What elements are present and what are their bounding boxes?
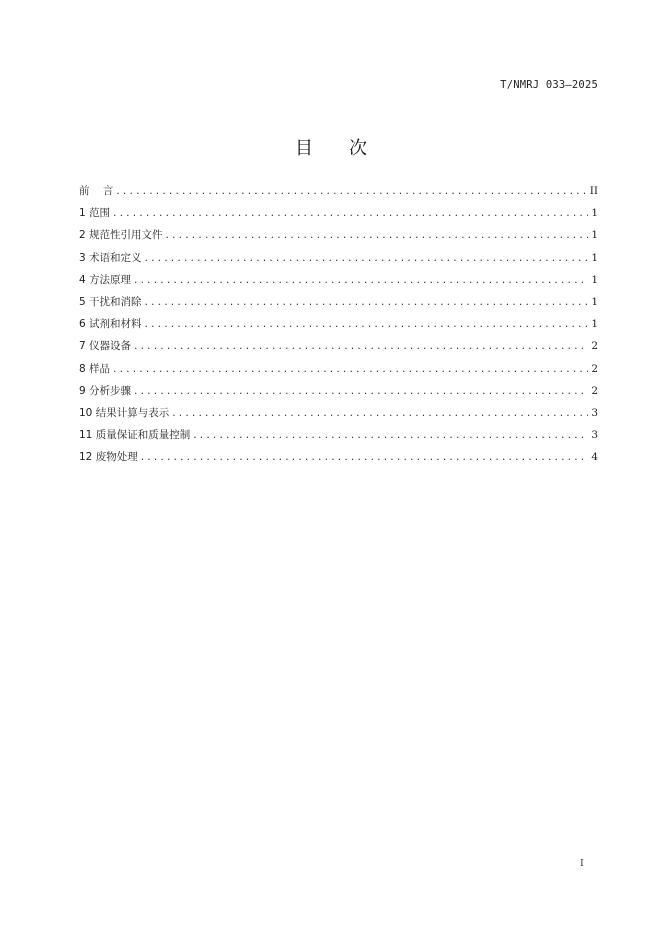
toc-title-char-1: 目: [295, 138, 313, 159]
toc-entry-page: 3: [591, 429, 598, 442]
toc-entry-label: 1 范围: [79, 207, 111, 220]
toc-entry-label: 5 干扰和消除: [79, 295, 142, 308]
toc-entry-page: 3: [591, 406, 598, 419]
toc-dot-leader: [171, 403, 588, 425]
page-number: I: [580, 858, 584, 869]
toc-entry-9[interactable]: [79, 380, 598, 402]
document-code: T/NMRJ 033—2025: [500, 79, 598, 91]
toc-dot-leader: [115, 181, 586, 203]
toc-entry-label: 8 样品: [79, 362, 111, 375]
toc-entry-label: 3 术语和定义: [79, 251, 142, 264]
toc-entry-8[interactable]: [79, 358, 598, 380]
toc-entry-page: 1: [591, 295, 598, 308]
toc-entry-page: 1: [591, 229, 598, 242]
toc-entry-page: 1: [591, 207, 598, 220]
toc-entry-label: 4 方法原理: [79, 273, 132, 286]
toc-entry-4[interactable]: [79, 269, 598, 291]
toc-dot-leader: [144, 314, 588, 336]
toc-entry-label: 9 分析步骤: [79, 384, 132, 397]
toc-entry-page: 1: [591, 251, 598, 264]
toc-dot-leader: [112, 359, 588, 381]
toc-entry-label: 10 结果计算与表示: [79, 406, 170, 419]
toc-list: [79, 180, 598, 468]
toc-entry-page: 1: [591, 318, 598, 331]
toc-dot-leader: [144, 292, 588, 314]
toc-entry-3[interactable]: [79, 247, 598, 269]
toc-title-char-2: 次: [349, 138, 367, 159]
toc-entry-foreword[interactable]: [79, 180, 598, 202]
toc-entry-page: 2: [591, 362, 598, 375]
toc-entry-label: 6 试剂和材料: [79, 318, 142, 331]
toc-entry-12[interactable]: [79, 446, 598, 468]
toc-dot-leader: [165, 225, 588, 247]
toc-entry-page: 4: [591, 451, 598, 464]
toc-entry-5[interactable]: [79, 291, 598, 313]
toc-entry-7[interactable]: [79, 335, 598, 357]
toc-entry-1[interactable]: [79, 202, 598, 224]
toc-dot-leader: [133, 381, 588, 403]
toc-entry-label: 11 质量保证和质量控制: [79, 429, 191, 442]
toc-dot-leader: [133, 336, 588, 358]
toc-title: [0, 134, 662, 160]
toc-dot-leader: [133, 270, 588, 292]
toc-dot-leader: [112, 203, 588, 225]
toc-entry-10[interactable]: [79, 402, 598, 424]
toc-entry-2[interactable]: [79, 224, 598, 246]
toc-entry-label: 12 废物处理: [79, 451, 138, 464]
toc-entry-label: 7 仪器设备: [79, 340, 132, 353]
toc-entry-label: 前 言: [79, 185, 114, 197]
toc-entry-page: 1: [591, 273, 598, 286]
toc-entry-11[interactable]: [79, 424, 598, 446]
toc-entry-page: II: [589, 185, 598, 197]
toc-dot-leader: [140, 447, 588, 469]
toc-dot-leader: [144, 248, 588, 270]
toc-entry-6[interactable]: [79, 313, 598, 335]
toc-entry-label: 2 规范性引用文件: [79, 229, 163, 242]
toc-entry-page: 2: [591, 340, 598, 353]
toc-entry-page: 2: [591, 384, 598, 397]
toc-dot-leader: [192, 425, 588, 447]
